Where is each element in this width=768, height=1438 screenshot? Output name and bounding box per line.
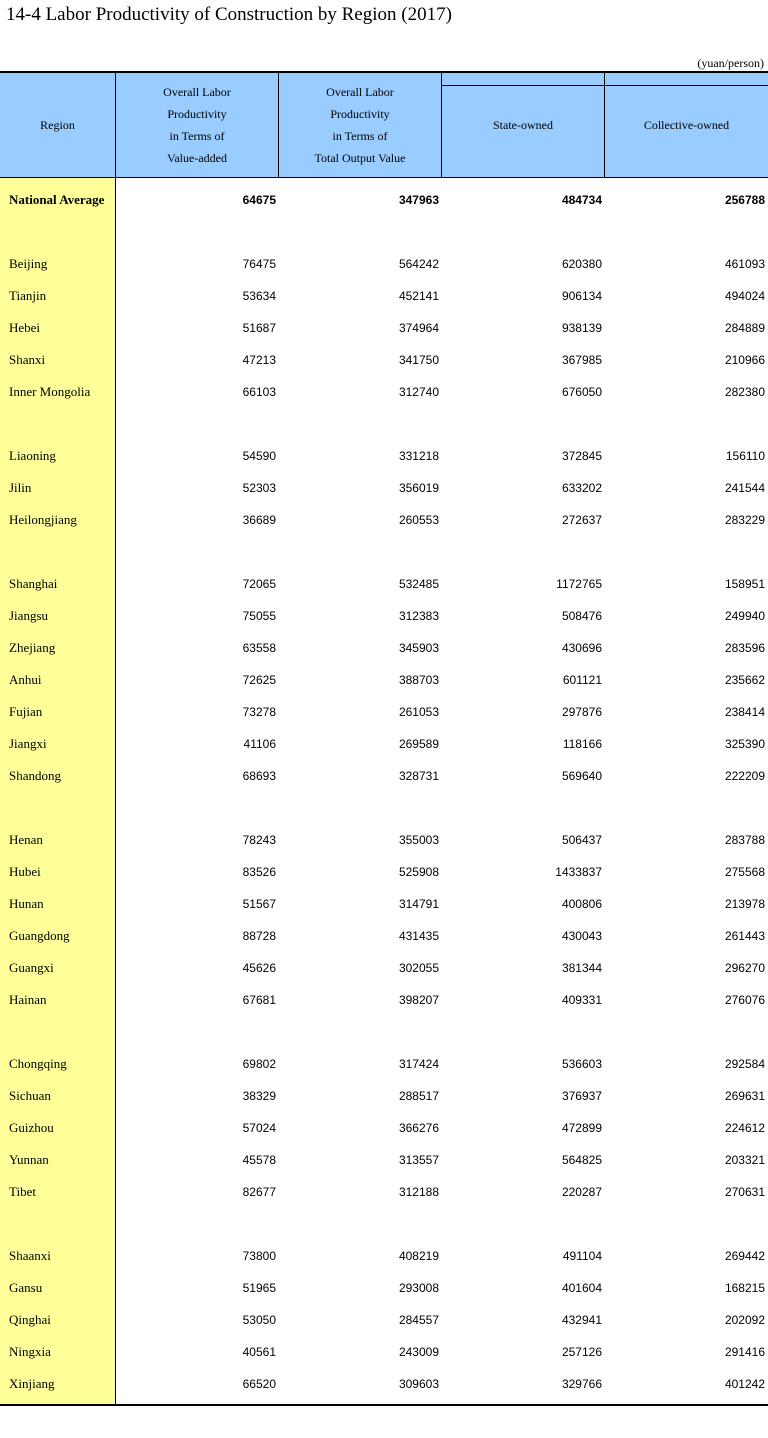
header-line: Value-added: [167, 151, 227, 165]
value-cell: 224612: [724, 1121, 765, 1135]
value-cell: 312740: [398, 385, 439, 399]
value-cell: 51965: [242, 1281, 276, 1295]
value-cell: 36689: [242, 513, 276, 527]
value-cell: 484734: [561, 193, 602, 207]
value-cell: 38329: [242, 1089, 276, 1103]
region-name: Shanghai: [9, 576, 58, 591]
value-cell: 40561: [242, 1345, 276, 1359]
region-name: Guangdong: [9, 928, 70, 943]
value-cell: 83526: [242, 865, 276, 879]
region-name: Gansu: [9, 1280, 43, 1295]
value-cell: 67681: [242, 993, 276, 1007]
header-bottom-rule: [0, 177, 768, 178]
table-row: [0, 702, 768, 722]
value-cell: 329766: [561, 1377, 602, 1391]
value-cell: 283596: [724, 641, 765, 655]
value-cell: 676050: [561, 385, 602, 399]
value-cell: 506437: [561, 833, 602, 847]
value-cell: 52303: [242, 481, 276, 495]
value-cell: 275568: [724, 865, 765, 879]
table-row: [0, 606, 768, 626]
header-value-added: [116, 73, 278, 177]
value-cell: 64675: [242, 193, 276, 207]
value-cell: 430696: [561, 641, 602, 655]
value-cell: 75055: [242, 609, 276, 623]
value-cell: 53634: [242, 289, 276, 303]
value-cell: 88728: [242, 929, 276, 943]
value-cell: 398207: [398, 993, 439, 1007]
value-cell: 938139: [561, 321, 602, 335]
table-row: [0, 926, 768, 946]
value-cell: 633202: [561, 481, 602, 495]
table-row: [0, 254, 768, 274]
value-cell: 76475: [242, 257, 276, 271]
value-cell: 283788: [724, 833, 765, 847]
value-cell: 158951: [724, 577, 765, 591]
table-row: [0, 990, 768, 1010]
value-cell: 532485: [398, 577, 439, 591]
value-cell: 525908: [398, 865, 439, 879]
value-cell: 269631: [724, 1089, 765, 1103]
table-row: [0, 1182, 768, 1202]
value-cell: 63558: [242, 641, 276, 655]
value-cell: 312383: [398, 609, 439, 623]
table-row: [0, 574, 768, 594]
region-name: Shanxi: [9, 352, 46, 367]
value-cell: 222209: [724, 769, 765, 783]
region-name: Guangxi: [9, 960, 54, 975]
region-name: Shaanxi: [9, 1248, 51, 1263]
table-title: 14-4 Labor Productivity of Construction by Region (2017): [6, 4, 452, 25]
value-cell: 210966: [724, 353, 765, 367]
value-cell: 66520: [242, 1377, 276, 1391]
table-row: [0, 1086, 768, 1106]
region-name: National Average: [9, 192, 105, 207]
value-cell: 53050: [242, 1313, 276, 1327]
value-cell: 508476: [561, 609, 602, 623]
table-row: [0, 1150, 768, 1170]
region-name: Xinjiang: [9, 1376, 55, 1391]
region-name: Anhui: [9, 672, 42, 687]
value-cell: 118166: [562, 737, 602, 751]
table-row: [0, 318, 768, 338]
value-cell: 66103: [242, 385, 276, 399]
region-name: Hubei: [9, 864, 41, 879]
value-cell: 47213: [242, 353, 276, 367]
header-total-output: [279, 73, 441, 177]
value-cell: 78243: [242, 833, 276, 847]
value-cell: 356019: [398, 481, 439, 495]
value-cell: 73800: [242, 1249, 276, 1263]
region-name: Inner Mongolia: [9, 384, 91, 399]
header-region-label: Region: [40, 118, 75, 132]
region-name: Jiangsu: [9, 608, 48, 623]
table-row: [0, 382, 768, 402]
value-cell: 461093: [724, 257, 765, 271]
value-cell: 41106: [243, 737, 276, 751]
value-cell: 168215: [724, 1281, 765, 1295]
value-cell: 249940: [724, 609, 765, 623]
table-row: [0, 350, 768, 370]
value-cell: 400806: [561, 897, 602, 911]
value-cell: 536603: [561, 1057, 602, 1071]
value-cell: 314791: [398, 897, 439, 911]
region-name: Tibet: [9, 1184, 36, 1199]
unit-label: (yuan/person): [697, 56, 764, 70]
value-cell: 401604: [561, 1281, 602, 1295]
value-cell: 494024: [724, 289, 765, 303]
value-cell: 564242: [398, 257, 439, 271]
header-line: Productivity: [330, 107, 390, 121]
table-row: [0, 1374, 768, 1394]
region-name: Hunan: [9, 896, 44, 911]
table-row: [0, 1118, 768, 1138]
value-cell: 366276: [398, 1121, 439, 1135]
value-cell: 409331: [561, 993, 602, 1007]
value-cell: 325390: [724, 737, 765, 751]
value-cell: 72065: [242, 577, 276, 591]
value-cell: 430043: [561, 929, 602, 943]
header-state-owned-label: State-owned: [493, 118, 553, 132]
value-cell: 293008: [398, 1281, 439, 1295]
value-cell: 260553: [398, 513, 439, 527]
value-cell: 569640: [561, 769, 602, 783]
value-cell: 284889: [724, 321, 765, 335]
value-cell: 72625: [242, 673, 276, 687]
value-cell: 376937: [561, 1089, 602, 1103]
value-cell: 1172765: [556, 577, 602, 591]
value-cell: 57024: [242, 1121, 276, 1135]
header-line: Overall Labor: [326, 85, 394, 99]
value-cell: 51567: [242, 897, 276, 911]
value-cell: 269589: [398, 737, 439, 751]
value-cell: 269442: [724, 1249, 765, 1263]
value-cell: 202092: [724, 1313, 765, 1327]
value-cell: 408219: [398, 1249, 439, 1263]
value-cell: 272637: [561, 513, 602, 527]
value-cell: 432941: [561, 1313, 602, 1327]
value-cell: 54590: [242, 449, 276, 463]
region-name: Jiangxi: [9, 736, 47, 751]
value-cell: 235662: [724, 673, 765, 687]
value-cell: 372845: [561, 449, 602, 463]
table-row: [0, 766, 768, 786]
value-cell: 302055: [398, 961, 439, 975]
value-cell: 355003: [398, 833, 439, 847]
value-cell: 388703: [398, 673, 439, 687]
value-cell: 312188: [398, 1185, 439, 1199]
value-cell: 341750: [398, 353, 439, 367]
region-name: Guizhou: [9, 1120, 54, 1135]
value-cell: 156110: [725, 449, 765, 463]
region-name: Hainan: [9, 992, 47, 1007]
value-cell: 69802: [242, 1057, 276, 1071]
header-line: in Terms of: [332, 129, 388, 143]
value-cell: 220287: [561, 1185, 602, 1199]
value-cell: 472899: [561, 1121, 602, 1135]
value-cell: 270631: [724, 1185, 765, 1199]
value-cell: 347963: [398, 193, 439, 207]
header-region: [0, 73, 115, 177]
header-collective-owned-label: Collective-owned: [643, 118, 730, 132]
value-cell: 288517: [398, 1089, 439, 1103]
table-row: [0, 734, 768, 754]
table-row: [0, 446, 768, 466]
header-state-owned: [442, 73, 604, 177]
header-line: in Terms of: [169, 129, 225, 143]
table-row: [0, 510, 768, 530]
value-cell: 68693: [242, 769, 276, 783]
value-cell: 261053: [398, 705, 439, 719]
value-cell: 367985: [561, 353, 602, 367]
table-row: [0, 894, 768, 914]
region-name: Chongqing: [9, 1056, 67, 1071]
region-name: Henan: [9, 832, 43, 847]
region-name: Yunnan: [9, 1152, 49, 1167]
value-cell: 317424: [398, 1057, 439, 1071]
table-row: [0, 478, 768, 498]
value-cell: 491104: [562, 1249, 602, 1263]
value-cell: 45626: [242, 961, 276, 975]
value-cell: 73278: [242, 705, 276, 719]
value-cell: 241544: [724, 481, 765, 495]
value-cell: 345903: [398, 641, 439, 655]
table-row: [0, 958, 768, 978]
value-cell: 238414: [724, 705, 765, 719]
value-cell: 296270: [724, 961, 765, 975]
value-cell: 297876: [561, 705, 602, 719]
value-cell: 1433837: [555, 865, 602, 879]
header-line: Overall Labor: [163, 85, 231, 99]
header-collective-owned: [605, 73, 768, 177]
value-cell: 284557: [398, 1313, 439, 1327]
value-cell: 243009: [398, 1345, 439, 1359]
table-row: [0, 286, 768, 306]
value-cell: 906134: [561, 289, 602, 303]
header-line: Total Output Value: [314, 151, 406, 165]
value-cell: 256788: [724, 193, 765, 207]
value-cell: 261443: [724, 929, 765, 943]
value-cell: 82677: [242, 1185, 276, 1199]
table-row: [0, 1054, 768, 1074]
value-cell: 331218: [398, 449, 439, 463]
bottom-rule: [0, 1404, 768, 1406]
value-cell: 291416: [724, 1345, 765, 1359]
value-cell: 374964: [398, 321, 439, 335]
value-cell: 257126: [561, 1345, 602, 1359]
region-name: Ningxia: [9, 1344, 51, 1359]
table-row: [0, 638, 768, 658]
region-name: Fujian: [9, 704, 43, 719]
value-cell: 51687: [242, 321, 276, 335]
value-cell: 283229: [724, 513, 765, 527]
value-cell: 203321: [724, 1153, 765, 1167]
value-cell: 213978: [724, 897, 765, 911]
region-name: Shandong: [9, 768, 61, 783]
value-cell: 401242: [724, 1377, 765, 1391]
table-row: [0, 1342, 768, 1362]
table-row: [0, 830, 768, 850]
value-cell: 282380: [724, 385, 765, 399]
value-cell: 309603: [398, 1377, 439, 1391]
region-name: Beijing: [9, 256, 48, 271]
table-row: [0, 862, 768, 882]
value-cell: 328731: [398, 769, 439, 783]
value-cell: 564825: [561, 1153, 602, 1167]
table-row: [0, 1246, 768, 1266]
value-cell: 292584: [724, 1057, 765, 1071]
table-row: [0, 670, 768, 690]
value-cell: 313557: [398, 1153, 439, 1167]
header-line: Productivity: [167, 107, 227, 121]
value-cell: 276076: [724, 993, 765, 1007]
region-name: Zhejiang: [9, 640, 56, 655]
value-cell: 452141: [398, 289, 439, 303]
region-name: Liaoning: [9, 448, 56, 463]
table-row: [0, 190, 768, 210]
region-name: Tianjin: [9, 288, 47, 303]
table-row: [0, 1278, 768, 1298]
table-row: [0, 1310, 768, 1330]
value-cell: 601121: [562, 673, 602, 687]
region-name: Heilongjiang: [9, 512, 77, 527]
region-name: Hebei: [9, 320, 41, 335]
value-cell: 620380: [561, 257, 602, 271]
value-cell: 431435: [398, 929, 439, 943]
region-name: Sichuan: [9, 1088, 51, 1103]
value-cell: 381344: [561, 961, 602, 975]
region-name: Qinghai: [9, 1312, 51, 1327]
value-cell: 45578: [242, 1153, 276, 1167]
region-name: Jilin: [9, 480, 32, 495]
